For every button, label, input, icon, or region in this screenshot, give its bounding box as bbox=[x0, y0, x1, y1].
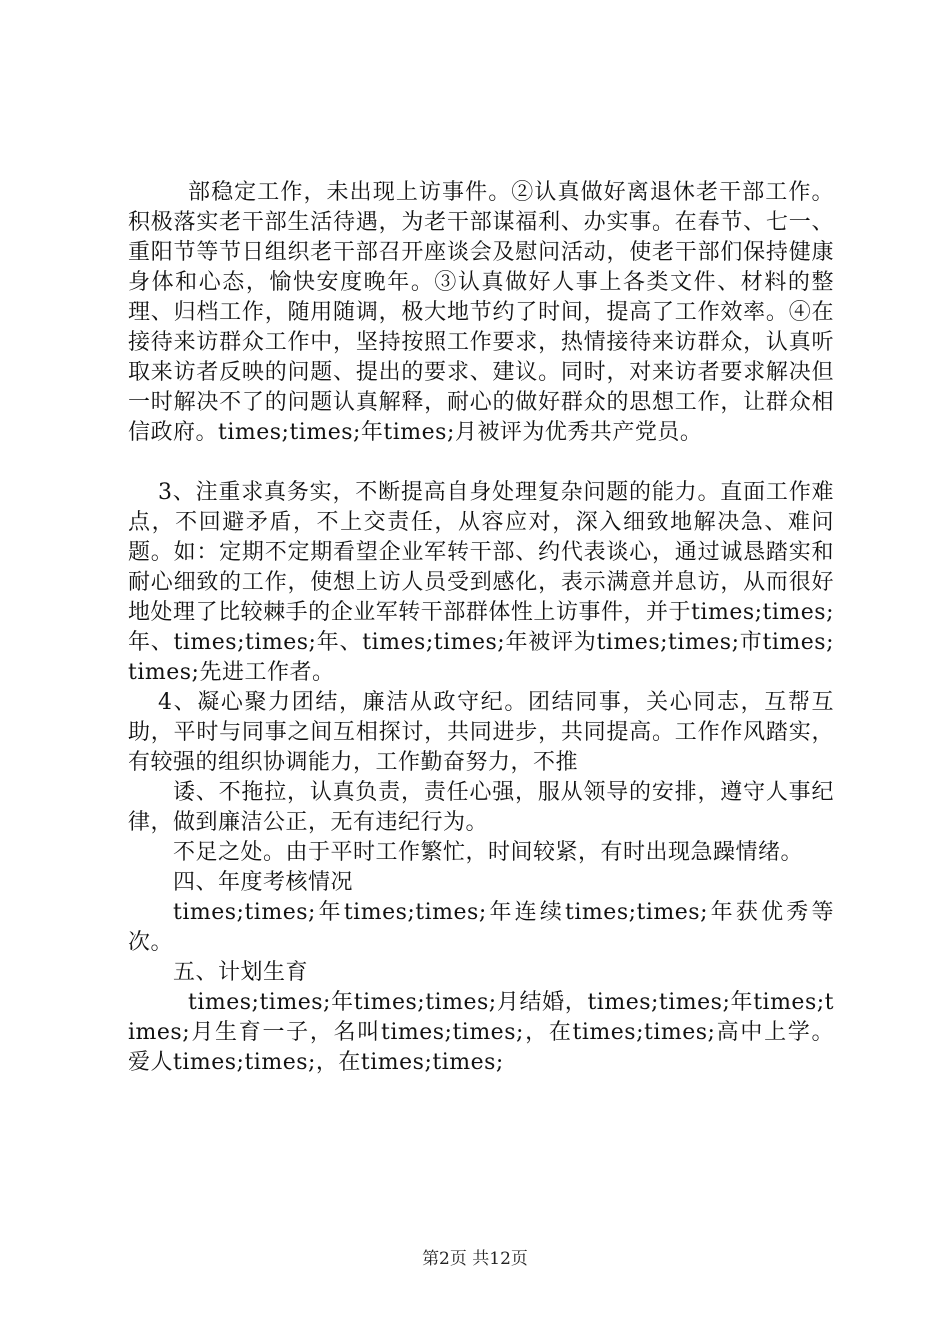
paragraph-retirees-work: 部稳定工作，未出现上访事件。②认真做好离退休老干部工作。积极落实老干部生活待遇，为老干部谋福利、办实事。在春节、七一、重阳节等节日组织老干部召开座谈会及慰问活动，使老干部们保持健康身体和心态，愉快安度晚年。③认真做好人事上各类文件、材料的整理、归档工作，随用随调，极大地节约了时间，提高了工作效率。④在接待来访群众工作中，坚持按照工作要求，热情接待来访群众，认真听取来访者反映的问题、提出的要求、建议。同时，对来访者要求解决但一时解决不了的问题认真解释，耐心的做好群众的思想工作，让群众相信政府。times;times;年times;月被评为优秀共产党员。 bbox=[128, 180, 834, 445]
heading-family-planning: 五、计划生育 bbox=[173, 960, 309, 985]
paragraph-point-3: 3、注重求真务实，不断提高自身处理复杂问题的能力。直面工作难点，不回避矛盾，不上交责任，从容应对，深入细致地解决急、难问题。如：定期不定期看望企业军转干部、约代表谈心，通过诚恳踏实和耐心细致的工作，使想上访人员受到感化，表示满意并息访，从而很好地处理了比较棘手的企业军转干部群体性上访事件，并于times;times;年、times;times;年、times;times;年被评为times;times;市times;times;先进工作者。 bbox=[128, 480, 834, 685]
paragraph-point-4-continued: 诿、不拖拉，认真负责，责任心强，服从领导的安排，遵守人事纪律，做到廉洁公正，无有违纪行为。 bbox=[128, 780, 834, 835]
heading-annual-assessment: 四、年度考核情况 bbox=[173, 870, 354, 895]
document-body bbox=[128, 178, 834, 1078]
paragraph-assessment-result: times;times;年times;times;年连续times;times;年获优秀等次。 bbox=[128, 900, 834, 955]
page-footer: 第2页 共12页 bbox=[422, 1249, 528, 1269]
paragraph-point-4: 4、凝心聚力团结，廉洁从政守纪。团结同事，关心同志，互帮互助，平时与同事之间互相探讨，共同进步，共同提高。工作作风踏实，有较强的组织协调能力，工作勤奋努力，不推 bbox=[128, 690, 834, 775]
paragraph-family-info: times;times;年times;times;月结婚，times;times;年times;times;月生育一子，名叫times;times;，在times;times;高中上学。爱人times;times;，在times;times; bbox=[128, 990, 834, 1075]
paragraph-shortcomings: 不足之处。由于平时工作繁忙，时间较紧，有时出现急躁情绪。 bbox=[173, 840, 804, 865]
paragraph-gap bbox=[128, 448, 834, 478]
